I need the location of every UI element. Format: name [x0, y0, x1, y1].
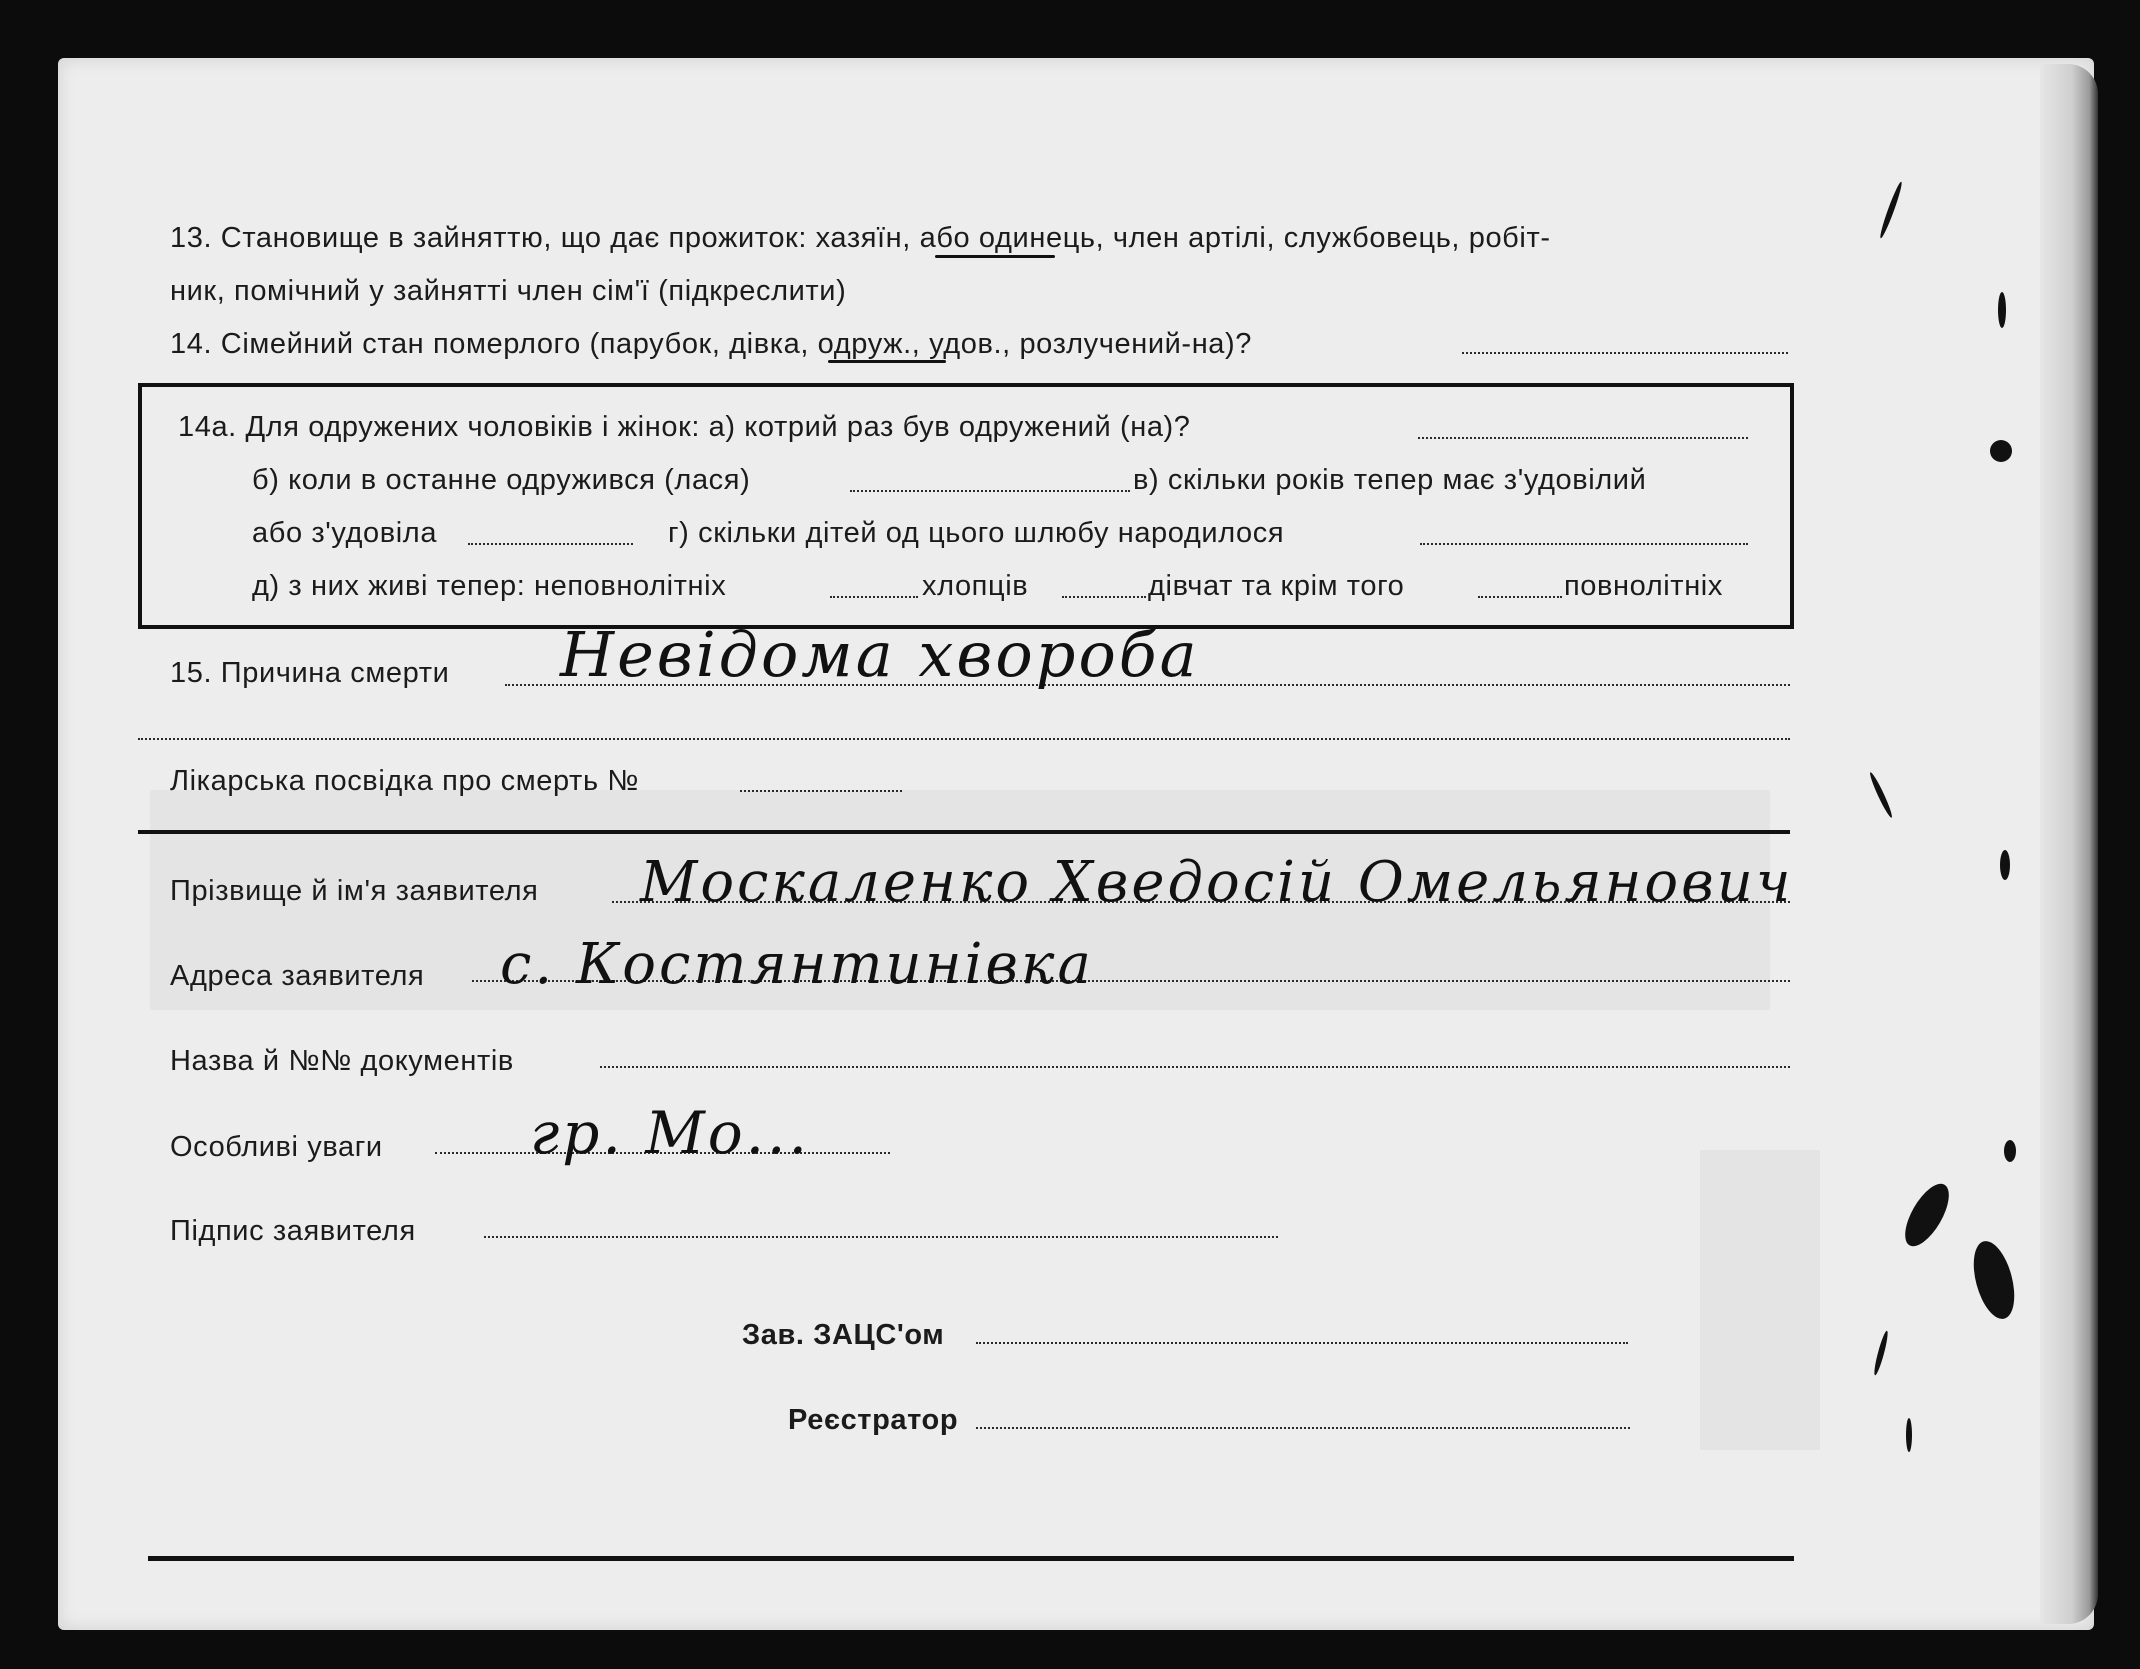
q14-label: 14. Сімейний стан померлого (парубок, дівка, одруж., удов., розлучений-на)?	[170, 328, 1253, 360]
applicant-name-handwriting: Москаленко Хведосій Омельянович	[640, 850, 1794, 915]
registrar-label: Реєстратор	[788, 1404, 959, 1436]
head-zags-field[interactable]	[976, 1342, 1628, 1344]
underline-divka	[828, 360, 946, 363]
q14a-line3a: або з'удовіла	[252, 517, 438, 549]
q14a-line3b: г) скільки дітей од цього шлюбу народилося	[668, 517, 1285, 549]
section-divider	[138, 830, 1790, 834]
q14-field[interactable]	[1462, 352, 1788, 354]
remarks-label: Особливі уваги	[170, 1131, 383, 1163]
q13-line2: ник, помічний у зайнятті член сім'ї (підкреслити)	[170, 275, 847, 307]
tear-mark	[1906, 1418, 1912, 1452]
q14a-line1: 14а. Для одружених чоловіків і жінок: а) котрий раз був одружений (на)?	[178, 411, 1191, 443]
sheet-edge	[2040, 64, 2098, 1624]
hole-mark	[1990, 440, 2012, 462]
remarks-handwriting: гр. Мо...	[530, 1099, 810, 1167]
tear-mark	[2000, 850, 2010, 880]
applicant-address-handwriting: с. Костянтинівка	[500, 932, 1094, 997]
head-zags-label: Зав. ЗАЦС'ом	[742, 1319, 945, 1351]
underline-hazyain	[935, 255, 1055, 258]
cause-of-death-handwriting: Невідома хвороба	[560, 618, 1200, 691]
medical-certificate-field[interactable]	[740, 790, 902, 792]
q14a-d-field1[interactable]	[830, 596, 918, 598]
documents-field[interactable]	[600, 1066, 1790, 1068]
q13-line1: 13. Становище в зайняттю, що дає прожиток: хазяїн, або одинець, член артілі, службовець, робіт-	[170, 222, 1551, 254]
q14a-line2b: в) скільки років тепер має з'удовілий	[1133, 464, 1647, 496]
registrar-field[interactable]	[976, 1427, 1630, 1429]
bleed-through	[1700, 1150, 1820, 1450]
medical-certificate-label: Лікарська посвідка про смерть №	[170, 765, 640, 797]
q14a-v-field[interactable]	[468, 543, 633, 545]
q14a-b-field[interactable]	[850, 490, 1130, 492]
signature-label: Підпис заявителя	[170, 1215, 416, 1247]
q14a-d-field2[interactable]	[1062, 596, 1146, 598]
q14a-line4a: д) з них живі тепер: неповнолітніх	[252, 570, 727, 602]
q14a-line4b: хлопців	[922, 570, 1029, 602]
q14a-d-field3[interactable]	[1478, 596, 1562, 598]
applicant-address-label: Адреса заявителя	[170, 960, 425, 992]
signature-field[interactable]	[484, 1236, 1278, 1238]
documents-label: Назва й №№ документів	[170, 1045, 514, 1077]
q14a-g-field[interactable]	[1420, 543, 1748, 545]
q14a-line2a: б) коли в останне одружився (лася)	[252, 464, 751, 496]
q14a-a-field[interactable]	[1418, 437, 1748, 439]
bottom-rule	[148, 1556, 1794, 1561]
applicant-name-label: Прізвище й ім'я заявителя	[170, 875, 539, 907]
tear-mark	[2004, 1140, 2016, 1162]
q14a-line4d: повнолітніх	[1564, 570, 1723, 602]
q15-field-2[interactable]	[138, 738, 1790, 740]
q15-label: 15. Причина смерти	[170, 657, 450, 689]
q14a-line4c: дівчат та крім того	[1148, 570, 1405, 602]
tear-mark	[1998, 292, 2006, 328]
